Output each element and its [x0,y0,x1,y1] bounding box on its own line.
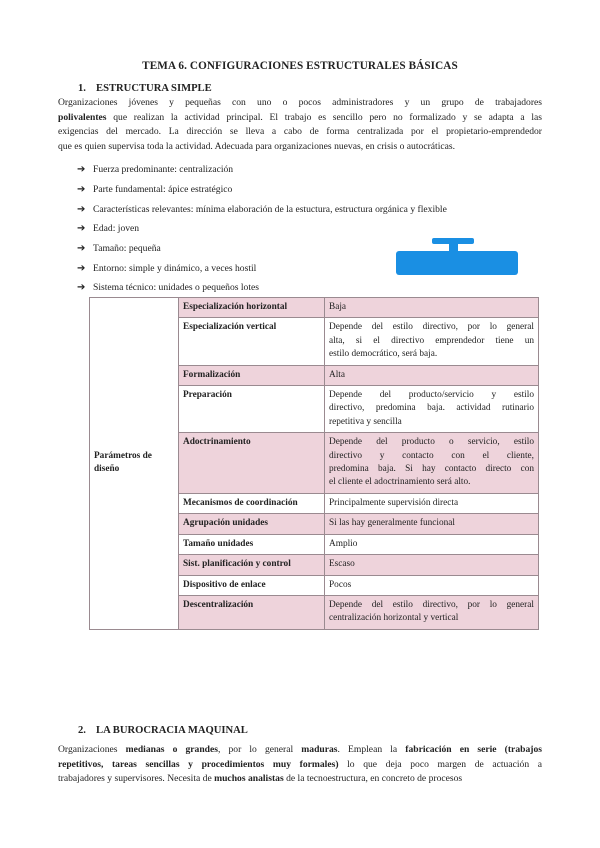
value-line: repetitiva y sencilla [329,416,402,427]
section1-intro [58,96,542,154]
bullet-text: Entorno: simple y dinámico, a veces hostil [93,262,257,274]
value-line: Pocos [329,579,352,590]
value-line: Baja [329,302,347,312]
parameter-value-cell [325,298,539,318]
arrow-bullet-icon: ➔ [77,184,86,196]
value-line: Escaso [329,559,355,570]
bold-text: fabricación en serie (trabajos [405,744,542,755]
table-row [90,298,539,318]
bullet-text: Sistema técnico: unidades o pequeños lotes [93,282,259,294]
bullet-item [77,278,537,298]
parameter-name-cell: Adoctrinamiento [179,433,325,494]
paragraph-line [58,96,542,111]
section1-title: ESTRUCTURA SIMPLE [96,83,212,94]
bullet-item [77,219,537,239]
text-run: de la tecnoestructura, en concreto de procesos [283,773,463,785]
section1-bullet-list [77,160,537,298]
bullet-item [77,160,537,180]
design-parameters-table [89,297,539,630]
parameter-name-cell: Especialización horizontal [179,298,325,318]
text-run: exigencias del mercado. La dirección se lleva a cabo de forma centralizada por el propietario-emprendedor [58,126,542,138]
bullet-text: Edad: joven [93,223,140,235]
parameter-name-cell: Mecanismos de coordinación [179,493,325,513]
parameter-value-cell [325,386,539,433]
text-run: , por lo general [218,744,302,755]
section1-number: 1. [78,83,86,94]
page-title: TEMA 6. CONFIGURACIONES ESTRUCTURALES BÁSICAS [142,60,458,72]
paragraph-line [58,140,542,155]
parameter-name-cell: Sist. planificación y control [179,555,325,575]
arrow-bullet-icon: ➔ [77,262,86,274]
parameter-value-cell [325,365,539,385]
parameter-value-cell [325,433,539,494]
bold-text: repetitivos, tareas sencillas y procedimientos muy formales) [58,758,339,770]
bold-text: medianas o grandes [125,744,219,755]
text-run: lo que deja poco margen de actuación a [338,758,542,770]
paragraph-line [58,125,542,140]
value-line: alta, si el directivo emprendedor tiene un [329,335,534,346]
parameter-name-cell: Descentralización [179,595,325,629]
bullet-item [77,180,537,200]
section2-heading [78,725,248,736]
parameter-name-cell: Agrupación unidades [179,514,325,534]
bold-text: polivalentes [58,111,107,123]
parameter-value-cell [325,318,539,365]
bullet-text: Fuerza predominante: centralización [93,164,234,176]
arrow-bullet-icon: ➔ [77,243,86,255]
bold-text: maduras [301,744,338,755]
paragraph-line [58,111,542,126]
bullet-text: Tamaño: pequeña [93,243,161,255]
paragraph-line [58,758,542,773]
text-run: trabajadores y supervisores. Necesita de [58,773,215,785]
bullet-text: Parte fundamental: ápice estratégico [93,184,233,196]
bold-text: muchos analistas [214,773,284,785]
value-line: Depende del estilo directivo, por lo general [329,322,534,333]
value-line: Alta [329,369,346,380]
arrow-bullet-icon: ➔ [77,203,86,215]
parameter-name-cell: Especialización vertical [179,318,325,365]
section1-heading [78,83,212,94]
parameter-name-cell: Tamaño unidades [179,534,325,554]
value-line: Si las hay generalmente funcional [329,518,455,529]
parameter-value-cell [325,534,539,554]
parameter-value-cell [325,493,539,513]
value-line: directivo, predomina baja. actividad rutinario [329,403,534,414]
text-run: Organizaciones [58,744,126,755]
parameter-value-cell [325,595,539,629]
value-line: predomina baja. Si hay contacto directo con [329,464,534,475]
arrow-bullet-icon: ➔ [77,164,86,176]
text-run: Organizaciones jóvenes y pequeñas con uno o pocos administradores y un grupo de trabajadores [58,97,542,108]
arrow-bullet-icon: ➔ [77,223,86,235]
paragraph-line [58,743,542,758]
parameter-name-cell: Dispositivo de enlace [179,575,325,595]
value-line: Amplio [329,538,358,549]
parameter-value-cell [325,514,539,534]
bullet-item [77,199,537,219]
value-line: el cliente el adoctrinamiento será alto. [329,477,471,488]
text-run: que es quien supervisa toda la actividad. Adecuada para organizaciones nuevas, en crisis o autocráticas. [58,140,456,152]
parameter-value-cell [325,575,539,595]
parameter-name-cell: Preparación [179,386,325,433]
value-line: centralización horizontal y vertical [329,613,459,624]
arrow-bullet-icon: ➔ [77,282,86,294]
section2-title: LA BUROCRACIA MAQUINAL [96,725,248,736]
section2-number: 2. [78,725,86,736]
value-line: Depende del producto/servicio y estilo [329,390,534,401]
section2-intro [58,743,542,787]
bullet-text: Características relevantes: mínima elaboración de la estuctura, estructura orgánica y flexible [93,203,447,215]
text-run: que realizan la actividad principal. El trabajo es sencillo pero no formalizado y se adapta a las [106,111,542,123]
logo-base [396,251,518,275]
value-line: Depende del estilo directivo, por lo general [329,599,534,610]
value-line: Depende del producto o servicio, estilo [329,437,534,448]
value-line: estilo democrático, será baja. [329,349,438,360]
brand-logo [396,238,518,276]
parameter-name-cell: Formalización [179,365,325,385]
paragraph-line [58,772,542,787]
parameter-value-cell [325,555,539,575]
value-line: directivo y contacto con el cliente, [329,450,534,461]
text-run: . Emplean la [337,744,406,755]
value-line: Principalmente supervisión directa [329,497,459,508]
group-label-cell: Parámetros de diseño [90,298,179,630]
